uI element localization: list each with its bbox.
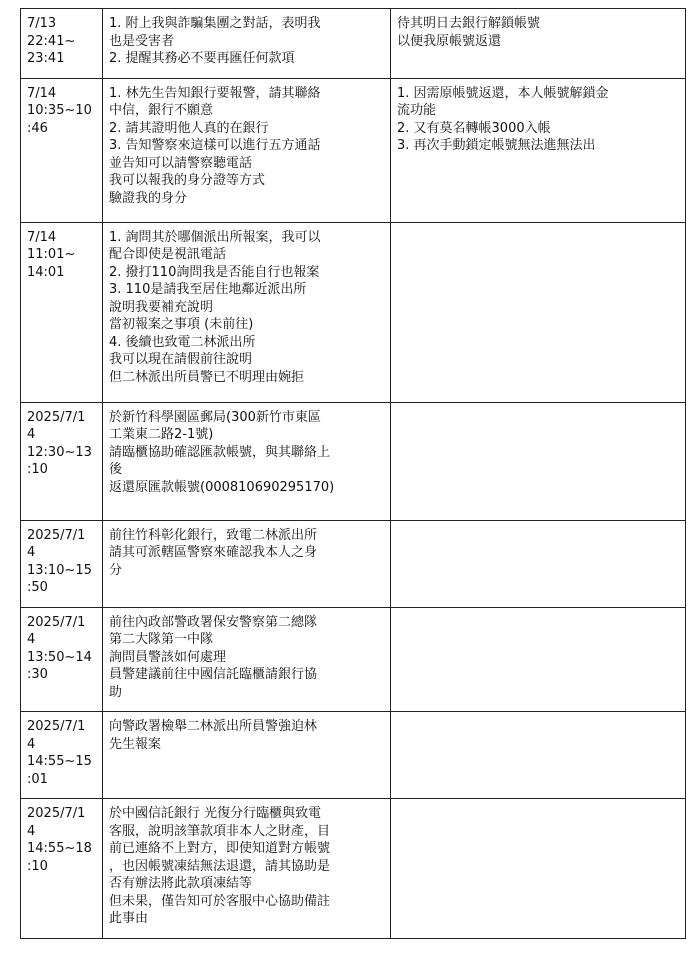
note-line: 3. 再次手動鎖定帳號無法進無法出 [397, 138, 596, 153]
event-line: 1. 林先生告知銀行要報警，請其聯絡 [109, 85, 321, 101]
event-line: 1. 詢問其於哪個派出所報案，我可以 [109, 229, 321, 245]
event-line: 先生報案 [109, 736, 162, 752]
time-line: :50 [27, 580, 48, 595]
time-line: :46 [27, 120, 48, 136]
time-line: 11:01~ [27, 247, 76, 262]
event-line: 3. 110是請我至居住地鄰近派出所 [109, 282, 307, 297]
event-line: 並告知可以請警察聽電話 [109, 155, 253, 171]
time-line: 2025/7/1 [27, 409, 86, 425]
table-body [21, 9, 686, 939]
time-line: 7/13 [27, 16, 57, 31]
event-line: 2. 撥打110詢問我是否能自行也報案 [109, 264, 320, 280]
event-line: 也是受害者 [109, 33, 175, 49]
time-line: 22:41~ [27, 33, 76, 49]
event-line: 請臨櫃協助確認匯款帳號，與其聯絡上 [109, 444, 331, 460]
time-cell [21, 607, 103, 712]
event-line: 配合即使是視訊電話 [109, 247, 227, 262]
event-cell [103, 78, 391, 222]
note-line: 1. 因需原帳號返還，本人帳號解鎖金 [397, 85, 609, 101]
note-line: 以便我原帳號返還 [397, 33, 502, 49]
time-line: 7/14 [27, 229, 57, 245]
note-line: 流功能 [397, 103, 437, 118]
time-line: 2025/7/1 [27, 806, 86, 821]
event-line: 於中國信託銀行 光復分行臨櫃與致電 [109, 806, 322, 821]
event-line: 驗證我的身分 [109, 190, 188, 206]
event-line: 前往內政部警政署保安警察第二總隊 [109, 614, 318, 630]
table-row [21, 799, 686, 939]
time-line: 13:10~15 [27, 562, 92, 578]
event-line: 工業東二路2-1號) [109, 427, 214, 442]
event-line: 說明我要補充說明 [109, 299, 214, 315]
time-cell [21, 712, 103, 799]
event-line: 前已連絡不上對方，即使知道對方帳號 [109, 841, 331, 856]
time-line: 23:41 [27, 51, 65, 66]
table-row [21, 520, 686, 607]
event-line: 否有辦法將此款項凍結等 [109, 876, 253, 891]
event-cell [103, 520, 391, 607]
note-cell [391, 607, 686, 712]
time-line: :30 [27, 667, 48, 682]
time-line: 4 [27, 823, 36, 839]
event-line: 我可以現在請假前往說明 [109, 352, 253, 367]
time-line: 4 [27, 545, 36, 560]
event-cell [103, 9, 391, 79]
time-line: 14:01 [27, 264, 65, 280]
time-line: 12:30~13 [27, 444, 92, 460]
event-line: 3. 告知警察來這樣可以進行五方通話 [109, 138, 321, 153]
note-cell [391, 799, 686, 939]
note-cell [391, 402, 686, 520]
time-line: 4 [27, 632, 36, 647]
note-cell [391, 78, 686, 222]
event-cell [103, 402, 391, 520]
time-line: :10 [27, 858, 48, 874]
event-line: 但二林派出所員警已不明理由婉拒 [109, 369, 305, 385]
time-line: 2025/7/1 [27, 719, 86, 734]
incident-log-table [20, 8, 686, 939]
note-cell [391, 712, 686, 799]
event-line: 於新竹科學園區郵局(300新竹市東區 [109, 409, 321, 425]
time-line: 14:55~18 [27, 841, 92, 856]
time-line: 2025/7/1 [27, 614, 86, 630]
event-line: 我可以報我的身分證等方式 [109, 173, 266, 188]
event-line: 第二大隊第一中隊 [109, 632, 214, 647]
event-line: 後 [109, 462, 123, 477]
note-cell [391, 222, 686, 402]
event-cell [103, 712, 391, 799]
time-cell [21, 402, 103, 520]
event-line: 2. 提醒其務必不要再匯任何款項 [109, 51, 295, 66]
event-line: 客服，說明該筆款項非本人之財產，目 [109, 823, 331, 839]
time-line: 4 [27, 736, 36, 752]
event-line: 中信，銀行不願意 [109, 103, 214, 118]
time-line: 4 [27, 427, 36, 442]
time-line: 2025/7/1 [27, 527, 86, 543]
event-line: 向警政署檢舉二林派出所員警強迫林 [109, 719, 318, 734]
note-line: 待其明日去銀行解鎖帳號 [397, 16, 541, 31]
time-line: 7/14 [27, 85, 57, 101]
time-line: :01 [27, 771, 48, 787]
time-line: 13:50~14 [27, 649, 92, 665]
time-line: :10 [27, 462, 48, 477]
event-line: 員警建議前往中國信託臨櫃請銀行協 [109, 667, 318, 682]
event-line: 前往竹科彰化銀行，致電二林派出所 [109, 527, 318, 543]
time-line: 14:55~15 [27, 754, 92, 769]
event-line: 當初報案之事項 (未前往) [109, 317, 254, 332]
event-line: 此事由 [109, 911, 149, 926]
time-cell [21, 9, 103, 79]
note-line: 2. 又有莫名轉帳3000入帳 [397, 120, 551, 136]
time-line: 10:35~10 [27, 103, 92, 118]
table-row [21, 9, 686, 79]
time-cell [21, 78, 103, 222]
note-cell [391, 9, 686, 79]
event-cell [103, 607, 391, 712]
time-cell [21, 520, 103, 607]
table-row [21, 222, 686, 402]
event-line: 詢問員警該如何處理 [109, 649, 227, 665]
event-line: 2. 請其證明他人真的在銀行 [109, 120, 269, 136]
event-line: 但未果，僅告知可於客服中心協助備註 [109, 893, 331, 909]
table-row [21, 712, 686, 799]
event-line: ，也因帳號凍結無法退還，請其協助是 [109, 858, 331, 874]
event-line: 請其可派轄區警察來確認我本人之身 [109, 545, 318, 560]
time-cell [21, 799, 103, 939]
event-line: 1. 附上我與詐騙集團之對話，表明我 [109, 16, 321, 31]
time-cell [21, 222, 103, 402]
event-cell [103, 799, 391, 939]
event-line: 返還原匯款帳號(000810690295170) [109, 479, 335, 495]
table-row [21, 402, 686, 520]
note-cell [391, 520, 686, 607]
event-line: 助 [109, 684, 123, 700]
event-cell [103, 222, 391, 402]
event-line: 分 [109, 562, 123, 578]
event-line: 4. 後續也致電二林派出所 [109, 334, 256, 350]
table-row [21, 78, 686, 222]
table-row [21, 607, 686, 712]
